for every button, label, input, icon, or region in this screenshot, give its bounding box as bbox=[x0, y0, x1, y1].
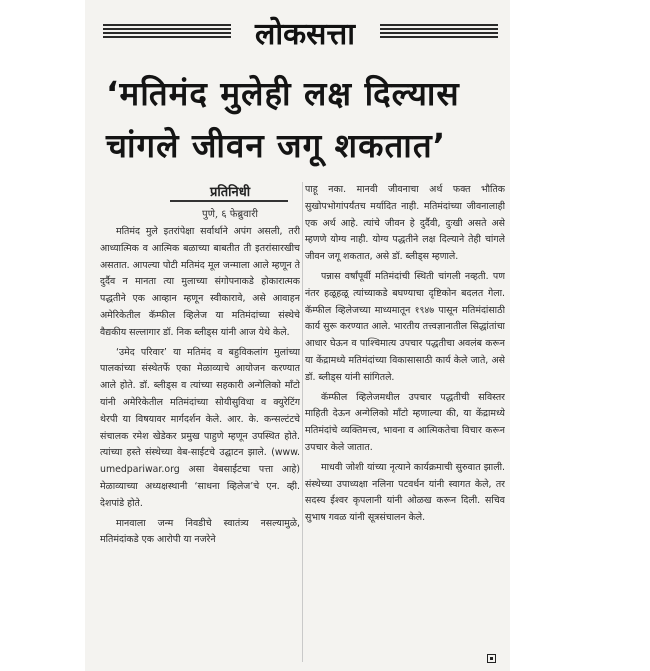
article-column-right bbox=[305, 182, 505, 670]
paragraph: कॅम्फील व्हिलेजमधील उपचार पद्धतीची सविस्तर माहिती देऊन अन्गेलिको मॉंटो म्हणाल्या की, या केंद्रामध्ये मतिमंदांचे व्यक्तिमत्त्व, भावना व आत्मिकतेचा विचार करून उपचार केले जातात. bbox=[305, 391, 505, 453]
article-headline bbox=[106, 68, 498, 172]
paragraph: ‘उमेद परिवार’ या मतिमंद व बहुविकलांग मुलांच्या पालकांच्या संस्थेतर्फे एका मेळाव्याचे आयोजन करण्यात आले होते. डॉ. ब्लीड्स व त्यांच्या सहकारी अन्गेलिको मॉंटो यांनी अमेरिकेतील मतिमंदांच्या सोयीसुविधा व क्युरेटिंग थेरपी या विषयावर मार्गदर्शन केले. आर. के. कन्सल्टंटचे संचालक रमेश खेडेकर प्रमुख पाहुणे म्हणून उपस्थित होते. त्यांच्या हस्ते संस्थेच्या वेब-साईटचे उद्घाटन झाले. (www. umedpariwar.org असा वेबसाईटचा पत्ता आहे) मेळाव्याच्या अध्यक्षस्थानी ‘साधना व्हिलेज’चे एन. व्ही. देशपांडे होते. bbox=[100, 346, 300, 509]
article-column-left bbox=[100, 224, 300, 664]
paragraph: मानवाला जन्म निवडीचे स्वातंत्र्य नसल्यामुळे, मतिमंदांकडे एक आरोपी या नजरेने bbox=[100, 517, 300, 546]
paragraph: मतिमंद मुले इतरांपेक्षा सर्वार्थाने अपंग असली, तरी आध्यात्मिक व आत्मिक बळाच्या बाबतीत ती इतरांसारखीच असतात. आपल्या पोटी मतिमंद मूल जन्माला आले म्हणून ते दुर्दैव न मानता त्या मुलाच्या संगोपनाकडे होकारात्मक पद्धतीने एक आव्हान म्हणून स्वीकारावे, असे आवाहन अमेरिकेतील कॅम्फील व्हिलेज या मतिमंदांच्या संस्थेचे वैद्यकीय सल्लागार डॉ. निक ब्लीड्स यांनी आज येथे केले. bbox=[100, 226, 300, 338]
masthead-rule-right bbox=[380, 24, 498, 38]
paragraph: पन्नास वर्षांपूर्वी मतिमंदांची स्थिती चांगली नव्हती. पण नंतर हळूहळू त्यांच्याकडे बघण्याचा दृष्टिकोन बदलत गेला. कॅम्फील व्हिलेजच्या माध्यमातून १९४७ पासून मतिमंदांसाठी कार्य सुरू करण्यात आले. भारतीय तत्त्वज्ञानातील सिद्धांतांचा आधार घेऊन व पाश्चिमात्य उपचार पद्धतीचा अवलंब करून या केंद्रामध्ये मतिमंदांच्या विकासासाठी कार्य केले जाते, असे डॉ. ब्लीड्स यांनी सांगितले. bbox=[305, 270, 505, 383]
masthead-rule-left bbox=[103, 24, 231, 38]
newspaper-name: लोकसत्ता bbox=[255, 17, 355, 52]
headline-line-1: ‘मतिमंद मुलेही लक्ष दिल्यास bbox=[106, 74, 460, 113]
dateline: पुणे, ६ फेब्रुवारी bbox=[202, 209, 258, 220]
article-end-mark bbox=[487, 654, 496, 663]
byline-rule bbox=[170, 200, 288, 202]
paragraph: पाहू नका. मानवी जीवनाचा अर्थ फक्त भौतिक सुखोपभोगांपर्यंतच मर्यादित नाही. मतिमंदांच्या जीवनालाही एक अर्थ आहे. त्यांचे जीवन हे दुर्दैवी, दुःखी असते असे म्हणणे योग्य नाही. योग्य पद्धतीने लक्ष दिल्याने तेही चांगले जीवन जगू शकतात, असे डॉ. ब्लीड्स म्हणाले. bbox=[305, 184, 505, 263]
column-divider bbox=[302, 182, 303, 662]
byline: प्रतिनिधी bbox=[209, 185, 251, 200]
paragraph: माधवी जोशी यांच्या नृत्याने कार्यक्रमाची सुरुवात झाली. संस्थेच्या उपाध्यक्षा नलिना पटवर्धन यांनी स्वागत केले, तर सदस्य ईश्वर कृपलानी यांनी ओळख करून दिली. सचिव सुभाष गवळ यांनी सूत्रसंचालन केले. bbox=[305, 461, 505, 524]
masthead bbox=[103, 6, 498, 58]
headline-line-2: चांगले जीवन जगू शकतात’ bbox=[106, 126, 447, 165]
